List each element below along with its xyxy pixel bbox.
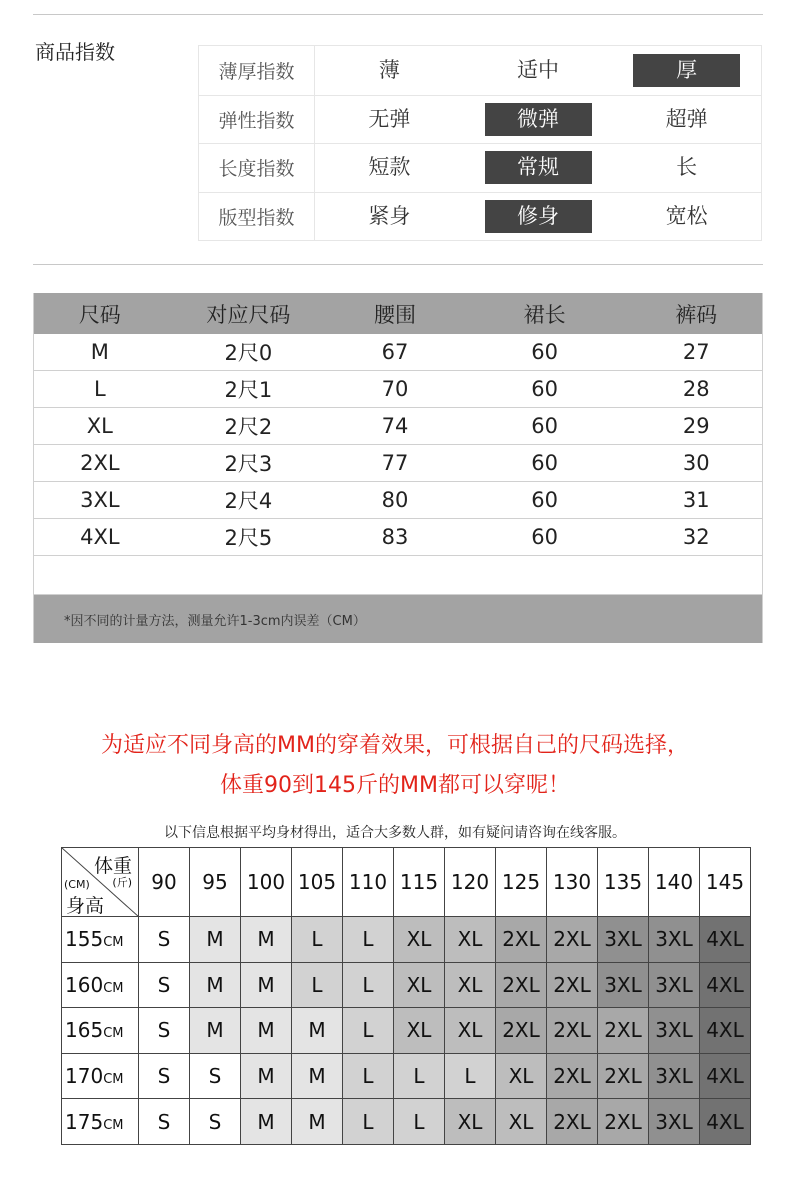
index-row-label: 版型指数 [199,193,315,241]
grid-row [62,917,751,963]
grid-height-cell [62,1053,139,1099]
index-option-cell [612,193,761,241]
grid-row [62,1053,751,1099]
size-chart-cell: 60 [531,451,558,475]
index-option: 宽松 [665,203,708,228]
grid-size-cell: XL [445,962,496,1008]
grid-size-cell: 2XL [598,1008,649,1054]
grid-size-cell: 2XL [496,962,547,1008]
grid-weight-header: 110 [343,848,394,917]
grid-weight-header: 90 [139,848,190,917]
grid-size-cell: 2XL [547,1053,598,1099]
index-option-cell [464,144,613,192]
grid-height-unit: CM [103,1026,124,1042]
index-option: 长 [676,155,698,180]
grid-size-cell: 2XL [547,1008,598,1054]
size-chart-cell: 60 [531,414,558,438]
grid-header-row [62,848,751,917]
grid-size-cell: L [394,1053,445,1099]
size-chart-header-cell: 腰围 [374,302,417,327]
grid-height-cell [62,917,139,963]
size-chart-cell: 31 [682,488,710,512]
grid-size-cell: L [343,962,394,1008]
size-chart-cell: L [93,377,106,401]
grid-size-cell: 3XL [649,1008,700,1054]
product-index-table [198,45,762,241]
size-chart-header [34,293,762,334]
grid-weight-header: 125 [496,848,547,917]
grid-size-cell: S [190,1053,241,1099]
grid-size-cell: 4XL [700,962,751,1008]
size-chart-header-cell: 裤码 [675,302,718,327]
index-option: 适中 [517,57,559,82]
size-chart-empty-row [34,556,762,595]
grid-height-cell [62,1008,139,1054]
size-chart-cell: 28 [682,377,710,401]
weight-unit: (斤) [112,876,132,889]
grid-size-cell: 4XL [700,1099,751,1145]
top-divider [33,14,763,15]
grid-size-cell: XL [496,1099,547,1145]
grid-size-cell: 3XL [649,917,700,963]
grid-size-cell: M [241,1053,292,1099]
size-chart-cell: 2XL [80,451,120,475]
grid-weight-header: 130 [547,848,598,917]
index-option-cell [612,96,761,144]
index-option-cell [612,46,761,95]
size-chart-cell: 60 [531,340,558,364]
grid-size-cell: S [139,917,190,963]
grid-height-cell [62,962,139,1008]
index-option: 无弹 [368,106,411,131]
size-chart-cell: 2尺1 [224,378,273,402]
promo-line-1: 为适应不同身高的MM的穿着效果，可根据自己的尺码选择， [101,733,689,758]
size-chart-cell: 60 [531,488,558,512]
size-chart-cell: 83 [381,525,409,549]
grid-size-cell: L [292,917,343,963]
grid-size-cell: XL [394,962,445,1008]
grid-size-cell: 2XL [496,917,547,963]
index-option-cell [315,46,464,95]
height-label: 身高 [66,895,105,917]
promo-line-2: 体重90到145斤的MM都可以穿呢！ [220,773,570,798]
grid-row [62,1099,751,1145]
size-chart-cell: 60 [531,377,558,401]
index-divider [33,264,763,265]
index-row-label: 弹性指数 [199,96,315,144]
size-chart-cell: 30 [682,451,710,475]
size-chart-header-cell: 裙长 [523,302,566,327]
grid-size-cell: M [241,1008,292,1054]
index-option: 紧身 [368,203,411,228]
grid-weight-header: 120 [445,848,496,917]
size-chart-cell: 32 [682,525,710,549]
grid-size-cell: 3XL [649,1099,700,1145]
size-chart-table [33,293,763,643]
index-option-cell [315,144,464,192]
index-option: 薄 [378,57,400,82]
size-chart-cell: 2尺4 [224,489,273,513]
info-note: 以下信息根据平均身材得出，适合大多数人群，如有疑问请咨询在线客服。 [164,825,626,841]
index-option-selected: 微弹 [485,103,592,136]
grid-height-unit: CM [103,935,124,951]
grid-size-cell: XL [445,1099,496,1145]
grid-size-cell: XL [445,1008,496,1054]
index-row [199,143,761,192]
grid-size-cell: 2XL [496,1008,547,1054]
index-option-selected: 常规 [485,151,592,184]
size-chart-row [34,445,762,482]
index-option-cell [464,96,613,144]
grid-weight-header: 145 [700,848,751,917]
grid-size-cell: 4XL [700,1008,751,1054]
size-chart-cell: 80 [381,488,409,512]
grid-size-cell: 2XL [598,1099,649,1145]
grid-size-cell: XL [394,1008,445,1054]
grid-size-cell: 2XL [547,962,598,1008]
grid-height-value: 170 [65,1064,104,1089]
grid-size-cell: L [292,962,343,1008]
grid-size-cell: S [139,1008,190,1054]
index-option: 超弹 [665,106,708,131]
grid-height-value: 165 [65,1018,104,1043]
size-chart-row [34,334,762,371]
size-chart-cell: M [90,340,109,364]
grid-height-unit: CM [103,1072,124,1088]
size-chart-cell: 2尺0 [224,341,273,365]
size-chart-cell: XL [86,414,113,438]
grid-height-value: 155 [65,927,104,952]
size-chart-row [34,482,762,519]
size-chart-cell: 27 [682,340,710,364]
index-row-label: 长度指数 [199,144,315,192]
height-unit: (CM) [64,878,90,891]
grid-size-cell: L [343,917,394,963]
grid-weight-header: 135 [598,848,649,917]
grid-size-cell: S [139,1099,190,1145]
size-chart-cell: 4XL [80,525,120,549]
index-row [199,95,761,144]
grid-height-value: 175 [65,1109,104,1134]
grid-height-unit: CM [103,980,124,996]
index-option-cell [464,193,613,241]
grid-size-cell: S [139,1053,190,1099]
grid-size-cell: L [445,1053,496,1099]
index-option-selected: 厚 [633,54,740,87]
grid-size-cell: 3XL [649,962,700,1008]
grid-size-cell: M [190,917,241,963]
grid-weight-header: 95 [190,848,241,917]
grid-size-cell: 4XL [700,917,751,963]
grid-size-cell: L [343,1053,394,1099]
grid-height-cell [62,1099,139,1145]
grid-weight-header: 140 [649,848,700,917]
grid-size-cell: 3XL [649,1053,700,1099]
size-chart-cell: 2尺3 [224,452,273,476]
grid-size-cell: 3XL [598,962,649,1008]
grid-size-cell: XL [445,917,496,963]
index-row-label: 薄厚指数 [199,46,315,95]
grid-size-cell: L [343,1099,394,1145]
grid-weight-header: 115 [394,848,445,917]
size-chart-row [34,519,762,556]
index-option-selected: 修身 [485,200,592,233]
size-chart-cell: 74 [381,414,409,438]
grid-size-cell: 2XL [547,1099,598,1145]
size-chart-cell: 70 [381,377,409,401]
size-chart-body [34,334,762,556]
grid-size-cell: M [292,1099,343,1145]
size-chart-cell: 2尺2 [224,415,273,439]
grid-size-cell: M [241,917,292,963]
index-section-title: 商品指数 [35,40,115,64]
grid-size-cell: L [343,1008,394,1054]
grid-size-cell: XL [394,917,445,963]
grid-row [62,1008,751,1054]
size-chart-row [34,408,762,445]
weight-height-size-grid [61,847,751,1145]
size-chart-cell: 77 [381,451,409,475]
size-chart-header-cell: 尺码 [78,302,121,327]
grid-size-cell: L [394,1099,445,1145]
weight-label: 体重 [93,855,132,877]
grid-height-unit: CM [103,1117,124,1133]
grid-size-cell: S [190,1099,241,1145]
index-option-cell [315,96,464,144]
size-chart-cell: 29 [682,414,710,438]
size-chart-cell: 67 [381,340,409,364]
grid-size-cell: M [292,1053,343,1099]
grid-row [62,962,751,1008]
size-chart-cell: 3XL [80,488,120,512]
grid-size-cell: 3XL [598,917,649,963]
grid-size-cell: M [190,1008,241,1054]
grid-size-cell: M [190,962,241,1008]
grid-size-cell: M [292,1008,343,1054]
index-option-cell [315,193,464,241]
index-option-cell [612,144,761,192]
size-chart-cell: 60 [531,525,558,549]
index-row [199,192,761,241]
index-row [199,46,761,95]
grid-corner-cell [62,848,139,917]
grid-weight-header: 105 [292,848,343,917]
grid-size-cell: S [139,962,190,1008]
grid-size-cell: 2XL [547,917,598,963]
grid-weight-header: 100 [241,848,292,917]
measurement-note: *因不同的计量方法，测量允许1-3cm内误差（CM） [34,595,762,643]
size-chart-header-cell: 对应尺码 [206,302,291,327]
size-chart-row [34,371,762,408]
index-option: 短款 [368,155,411,180]
grid-size-cell: 2XL [598,1053,649,1099]
grid-size-cell: 4XL [700,1053,751,1099]
grid-size-cell: M [241,1099,292,1145]
grid-size-cell: M [241,962,292,1008]
grid-size-cell: XL [496,1053,547,1099]
size-chart-cell: 2尺5 [224,526,273,550]
grid-height-value: 160 [65,972,104,997]
index-option-cell [464,46,613,95]
